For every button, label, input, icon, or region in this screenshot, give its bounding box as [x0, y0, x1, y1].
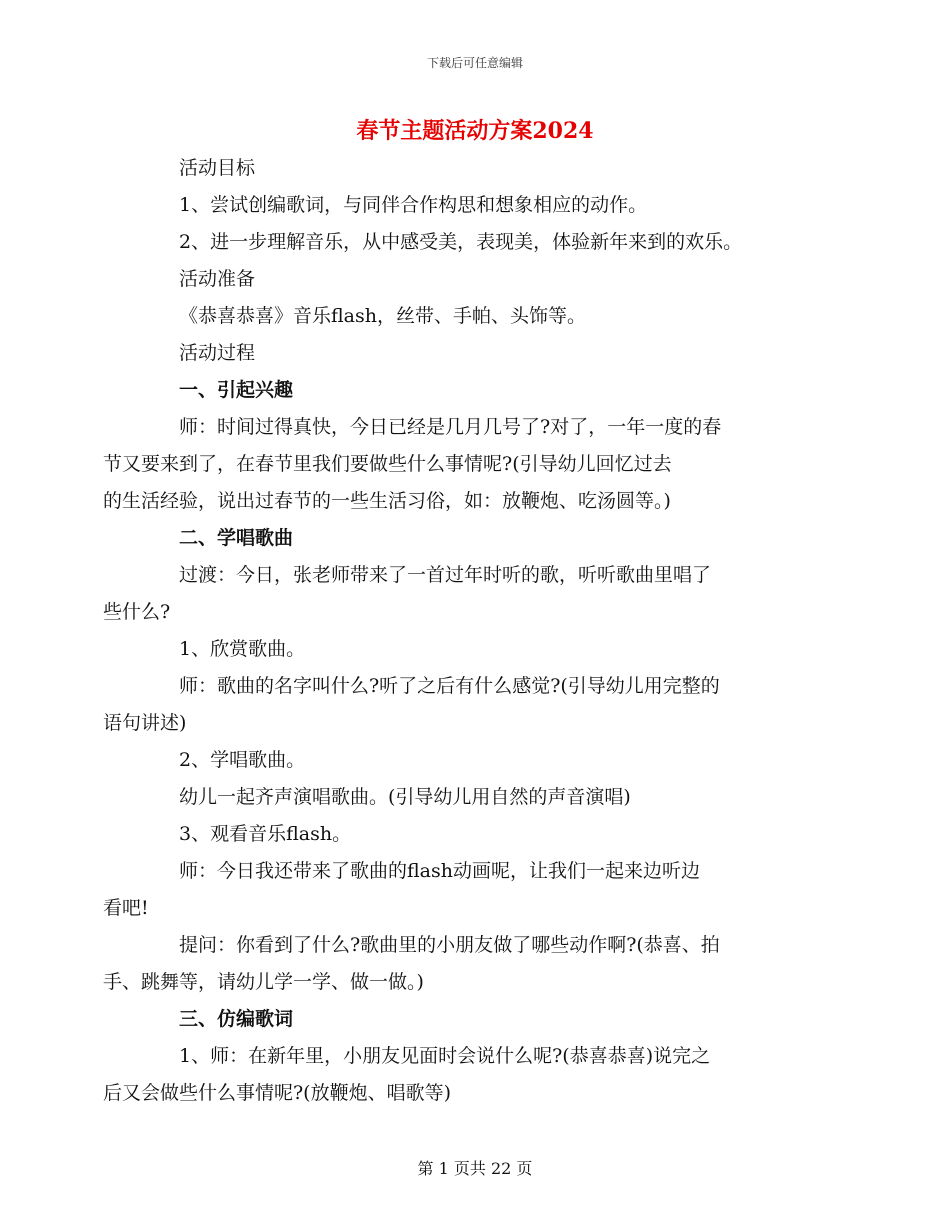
paragraph — [141, 298, 821, 335]
text-line: 师：今日我还带来了歌曲的flash动画呢，让我们一起来边听边 — [179, 860, 700, 882]
page-header: 下载后可任意编辑 — [426, 56, 523, 70]
paragraph — [141, 261, 821, 298]
paragraph — [103, 1038, 821, 1112]
paragraph — [141, 631, 821, 668]
text-line: 的生活经验，说出过春节的一些生活习俗，如：放鞭炮、吃汤圆等。) — [103, 490, 671, 512]
paragraph — [141, 150, 821, 187]
paragraph — [103, 409, 821, 520]
text-line: 三、仿编歌词 — [179, 1008, 294, 1030]
text-line: 活动过程 — [179, 342, 256, 364]
section-heading — [141, 520, 821, 557]
page-footer: 第 1 页共 22 页 — [417, 1159, 533, 1178]
text-line: 过渡：今日，张老师带来了一首过年时听的歌，听听歌曲里唱了 — [179, 564, 712, 586]
text-line: 1、欣赏歌曲。 — [179, 638, 306, 660]
text-line: 师：时间过得真快，今日已经是几月几号了?对了，一年一度的春 — [179, 416, 722, 438]
section-heading — [141, 372, 821, 409]
text-line: 手、跳舞等，请幼儿学一学、做一做。) — [103, 971, 424, 993]
text-line: 《恭喜恭喜》音乐flash，丝带、手帕、头饰等。 — [179, 305, 586, 327]
text-line: 3、观看音乐flash。 — [179, 823, 352, 845]
text-line: 一、引起兴趣 — [179, 379, 294, 401]
document-title: 春节主题活动方案2024 — [356, 118, 594, 144]
text-line: 1、尝试创编歌词，与同伴合作构思和想象相应的动作。 — [179, 194, 648, 216]
text-line: 提问：你看到了什么?歌曲里的小朋友做了哪些动作啊?(恭喜、拍 — [179, 934, 720, 956]
text-line: 2、学唱歌曲。 — [179, 749, 306, 771]
document-body — [103, 150, 821, 1112]
text-line: 幼儿一起齐声演唱歌曲。(引导幼儿用自然的声音演唱) — [179, 786, 631, 808]
text-line: 活动准备 — [179, 268, 256, 290]
paragraph — [141, 224, 821, 261]
paragraph — [141, 779, 821, 816]
text-line: 节又要来到了，在春节里我们要做些什么事情呢?(引导幼儿回忆过去 — [103, 453, 672, 475]
paragraph — [141, 742, 821, 779]
paragraph — [103, 557, 821, 631]
text-line: 后又会做些什么事情呢?(放鞭炮、唱歌等) — [103, 1082, 452, 1104]
paragraph — [103, 668, 821, 742]
paragraph — [103, 853, 821, 927]
text-line: 看吧! — [103, 897, 149, 919]
text-line: 2、进一步理解音乐，从中感受美，表现美，体验新年来到的欢乐。 — [179, 231, 743, 253]
section-heading — [141, 1001, 821, 1038]
paragraph — [103, 927, 821, 1001]
text-line: 师：歌曲的名字叫什么?听了之后有什么感觉?(引导幼儿用完整的 — [179, 675, 720, 697]
paragraph — [141, 335, 821, 372]
text-line: 1、师：在新年里，小朋友见面时会说什么呢?(恭喜恭喜)说完之 — [179, 1045, 711, 1067]
paragraph — [141, 816, 821, 853]
text-line: 些什么? — [103, 601, 171, 623]
paragraph — [141, 187, 821, 224]
text-line: 语句讲述) — [103, 712, 187, 734]
text-line: 活动目标 — [179, 157, 256, 179]
text-line: 二、学唱歌曲 — [179, 527, 294, 549]
